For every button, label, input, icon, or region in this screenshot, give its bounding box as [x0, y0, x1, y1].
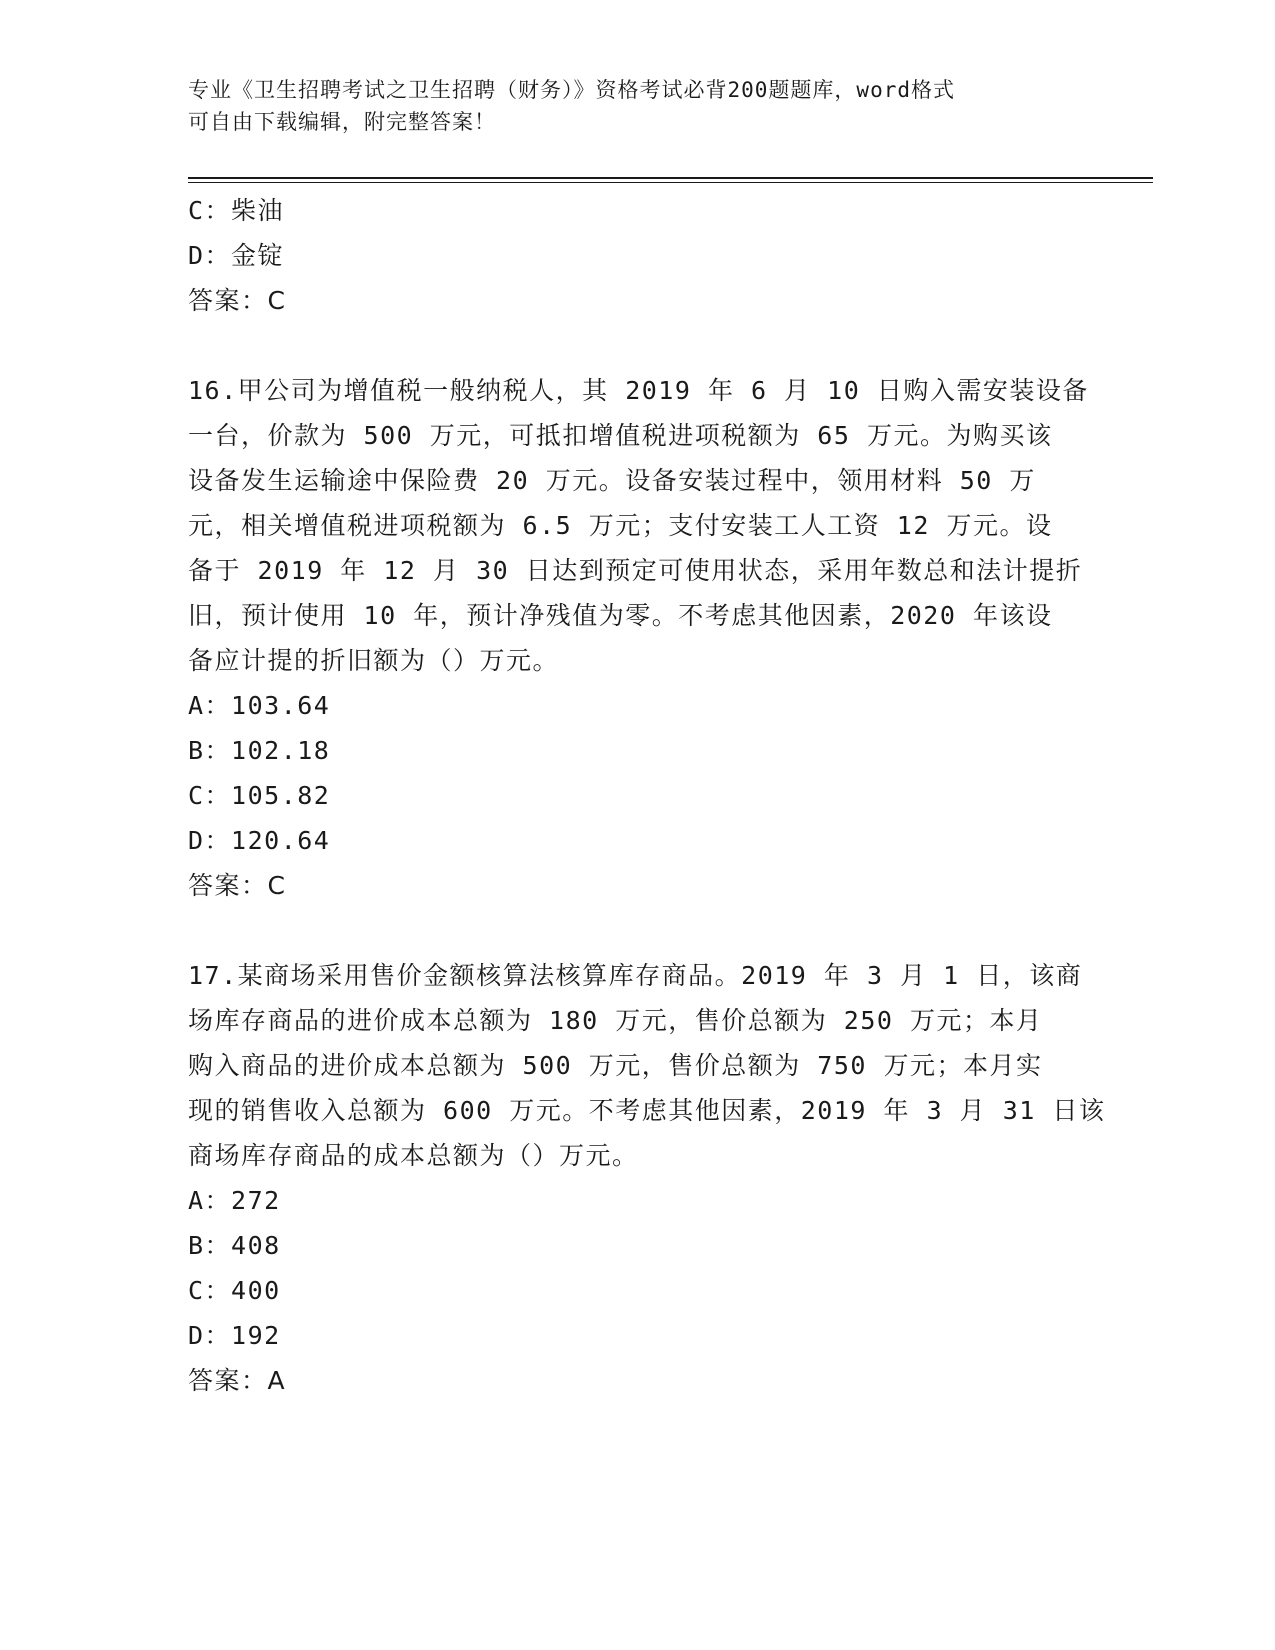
question-text-line: 购入商品的进价成本总额为 500 万元，售价总额为 750 万元；本月实 [188, 1051, 1043, 1080]
question-text-line: 旧，预计使用 10 年，预计净残值为零。不考虑其他因素，2020 年该设 [188, 601, 1053, 630]
document-body [188, 188, 1106, 1403]
header-line-2: 可自由下载编辑，附完整答案！ [188, 110, 496, 134]
header-line-1: 专业《卫生招聘考试之卫生招聘（财务）》资格考试必背200题题库，word格式 [188, 78, 955, 102]
answer-line: 答案：A [188, 1366, 287, 1395]
option-d: D：120.64 [188, 826, 331, 855]
answer-line: 答案：C [188, 871, 287, 900]
question-text-line: 商场库存商品的成本总额为（）万元。 [188, 1141, 639, 1170]
option-c: C：400 [188, 1276, 281, 1305]
header-divider-thick [188, 177, 1153, 179]
option-b: B：408 [188, 1231, 281, 1260]
option-b: B：102.18 [188, 736, 331, 765]
option-c: C：105.82 [188, 781, 331, 810]
question-16 [188, 368, 1088, 908]
question-17 [188, 953, 1106, 1403]
question-text-line: 16.甲公司为增值税一般纳税人，其 2019 年 6 月 10 日购入需安装设备 [188, 376, 1089, 405]
question-text-line: 备应计提的折旧额为（）万元。 [188, 646, 560, 675]
question-text-line: 元，相关增值税进项税额为 6.5 万元；支付安装工人工资 12 万元。设 [188, 511, 1053, 540]
question-text-line: 现的销售收入总额为 600 万元。不考虑其他因素，2019 年 3 月 31 日该 [188, 1096, 1106, 1125]
question-text-line: 场库存商品的进价成本总额为 180 万元，售价总额为 250 万元；本月 [188, 1006, 1043, 1035]
option-d: D：192 [188, 1321, 281, 1350]
option-d: D：金锭 [188, 241, 285, 270]
question-text-line: 一台，价款为 500 万元，可抵扣增值税进项税额为 65 万元。为购买该 [188, 421, 1053, 450]
header-divider-thin [188, 182, 1153, 183]
question-text-line: 设备发生运输途中保险费 20 万元。设备安装过程中，领用材料 50 万 [188, 466, 1036, 495]
option-a: A：272 [188, 1186, 281, 1215]
question-text-line: 17.某商场采用售价金额核算法核算库存商品。2019 年 3 月 1 日，该商 [188, 961, 1083, 990]
option-a: A：103.64 [188, 691, 331, 720]
document-header [188, 74, 1068, 138]
question-text-line: 备于 2019 年 12 月 30 日达到预定可使用状态，采用年数总和法计提折 [188, 556, 1083, 585]
spacer [188, 908, 1088, 953]
spacer [188, 323, 1088, 368]
question-15-tail [188, 188, 1088, 323]
answer-line: 答案：C [188, 286, 287, 315]
option-c: C：柴油 [188, 196, 285, 225]
